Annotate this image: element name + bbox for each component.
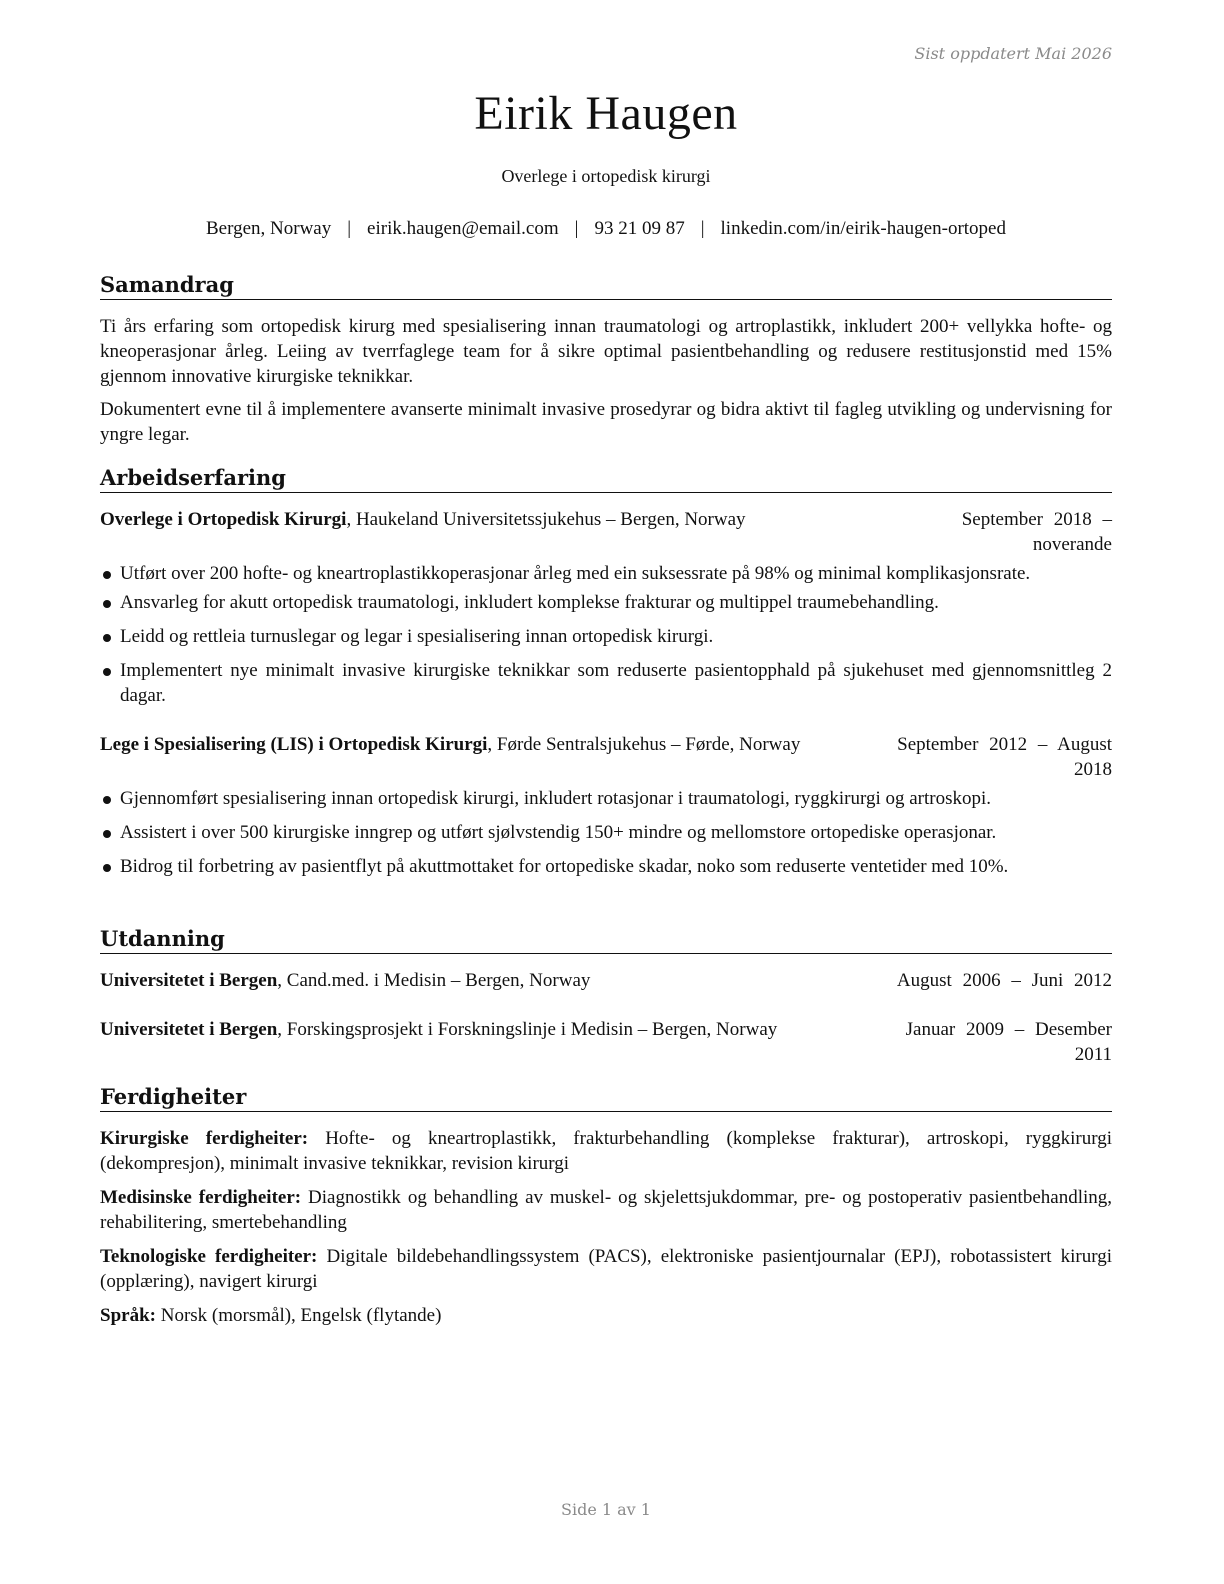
- skill-text: Norsk (morsmål), Engelsk (flytande): [155, 1305, 442, 1326]
- section-title-education: Utdanning: [100, 926, 1112, 954]
- resume-page: [100, 0, 1112, 1584]
- job-place: , Førde Sentralsjukehus – Førde, Norway: [487, 734, 801, 755]
- education-detail: , Forskingsprosjekt i Forskningslinje i Medisin – Bergen, Norway: [277, 1019, 778, 1040]
- skill-text: Hofte- og kneartroplastikk, frakturbehandling (komplekse frakturar), artroskopi, ryggkirurgi (dekompresjon), minimalt invasive teknikkar, revision kirurgi: [100, 1128, 1112, 1174]
- bullet-text: Gjennomført spesialisering innan ortopedisk kirurgi, inkludert rotasjonar i traumatologi, ryggkirurgi og artroskopi.: [120, 788, 992, 809]
- education-detail: , Cand.med. i Medisin – Bergen, Norway: [277, 970, 591, 991]
- skill-line: [100, 1185, 1112, 1235]
- job-dates: September 2018 – noverande: [961, 509, 1112, 555]
- bullet-dot: [103, 634, 111, 642]
- list-item: [100, 854, 1112, 879]
- bullet-dot: [103, 830, 111, 838]
- skills-section: [100, 1084, 1112, 1328]
- section-title-experience: Arbeidserfaring: [100, 465, 1112, 493]
- bullet-text: Leidd og rettleia turnuslegar og legar i spesialisering innan ortopedisk kirurgi.: [120, 626, 714, 647]
- education-dates: Januar 2009 – Desember 2011: [905, 1019, 1112, 1065]
- contact-separator: |: [347, 218, 352, 239]
- job-role: Lege i Spesialisering (LIS) i Ortopedisk Kirurgi: [100, 734, 488, 755]
- list-item: [100, 561, 1112, 586]
- bullet-text: Bidrog til forbetring av pasientflyt på akuttmottaket for ortopediske skadar, noko som reduserte ventetider med 10%.: [120, 856, 1009, 877]
- person-name: Eirik Haugen: [474, 87, 738, 140]
- skill-label: Kirurgiske ferdigheiter:: [100, 1128, 309, 1149]
- contact-linkedin[interactable]: linkedin.com/in/eirik-haugen-ortoped: [720, 218, 1006, 239]
- education-school: Universitetet i Bergen: [100, 1019, 278, 1040]
- contact-separator: |: [574, 218, 579, 239]
- skill-label: Teknologiske ferdigheiter:: [100, 1246, 318, 1267]
- bullet-dot: [103, 600, 111, 608]
- bullet-text: Utført over 200 hofte- og kneartroplastikkoperasjonar årleg med ein suksessrate på 98% og minimal komplikasjonsrate.: [120, 563, 1031, 584]
- summary-paragraph: Ti års erfaring som ortopedisk kirurg med spesialisering innan traumatologi og artroplastikk, inkludert 200+ vellykka hofte- og kneoperasjonar årleg. Leiing av tverrfaglege team for å sikre optimal pasientbehandling og redusere restitusjonstid med 15% gjennom innovative kirurgiske teknikkar.: [100, 316, 1112, 387]
- experience-section: [100, 465, 1112, 879]
- list-item: [100, 624, 1112, 649]
- education-dates: August 2006 – Juni 2012: [896, 970, 1112, 991]
- summary-section: [100, 272, 1112, 447]
- section-title-skills: Ferdigheiter: [100, 1084, 1112, 1112]
- bullet-dot: [103, 864, 111, 872]
- bullet-dot: [103, 668, 111, 676]
- job-dates: September 2012 – August 2018: [897, 734, 1112, 780]
- contact-location: Bergen, Norway: [206, 218, 332, 239]
- bullet-dot: [103, 796, 111, 804]
- contact-separator: |: [700, 218, 705, 239]
- job-entry: [100, 507, 1112, 708]
- list-item: [100, 590, 1112, 615]
- education-school: Universitetet i Bergen: [100, 970, 278, 991]
- job-header: [100, 732, 1112, 782]
- education-section: [100, 926, 1112, 1067]
- skill-label: Språk:: [100, 1305, 156, 1326]
- job-header: [100, 507, 1112, 557]
- job-place: , Haukeland Universitetssjukehus – Bergen, Norway: [346, 509, 746, 530]
- skill-line: [100, 1244, 1112, 1294]
- skill-text: Diagnostikk og behandling av muskel- og skjelettsjukdommar, pre- og postoperativ pasientbehandling, rehabilitering, smertebehandling: [100, 1187, 1113, 1233]
- education-entry: [100, 1017, 1112, 1067]
- skill-line: [100, 1126, 1112, 1176]
- summary-paragraph: Dokumentert evne til å implementere avanserte minimalt invasive prosedyrar og bidra aktivt til fagleg utvikling og undervisning for yngre legar.: [100, 399, 1112, 445]
- contact-phone: 93 21 09 87: [594, 218, 685, 239]
- contact-email[interactable]: eirik.haugen@email.com: [367, 218, 559, 239]
- contact-line: [100, 218, 1112, 240]
- last-updated: Sist oppdatert Mai 2026: [914, 44, 1112, 63]
- job-bullets: [100, 786, 1112, 879]
- bullet-text: Implementert nye minimalt invasive kirurgiske teknikkar som reduserte pasientopphald på sjukehuset med gjennomsnittleg 2 dagar.: [120, 660, 1112, 706]
- job-bullets: [100, 561, 1112, 708]
- section-title-summary: Samandrag: [100, 272, 1112, 300]
- page-number: Side 1 av 1: [561, 1500, 651, 1519]
- list-item: [100, 820, 1112, 845]
- bullet-text: Assistert i over 500 kirurgiske inngrep og utført sjølvstendig 150+ mindre og mellomstore ortopediske operasjonar.: [120, 822, 997, 843]
- list-item: [100, 658, 1112, 708]
- bullet-text: Ansvarleg for akutt ortopedisk traumatologi, inkludert komplekse frakturar og multippel traumebehandling.: [120, 592, 939, 613]
- job-role: Overlege i Ortopedisk Kirurgi: [100, 509, 347, 530]
- job-title: Overlege i ortopedisk kirurgi: [501, 166, 711, 186]
- skill-label: Medisinske ferdigheiter:: [100, 1187, 302, 1208]
- job-entry: [100, 732, 1112, 879]
- education-entry: [100, 968, 1112, 993]
- list-item: [100, 786, 1112, 811]
- bullet-dot: [103, 571, 111, 579]
- skill-line: [100, 1303, 1112, 1328]
- skill-text: Digitale bildebehandlingssystem (PACS), elektroniske pasientjournalar (EPJ), robotassistert kirurgi (opplæring), navigert kirurgi: [100, 1246, 1113, 1292]
